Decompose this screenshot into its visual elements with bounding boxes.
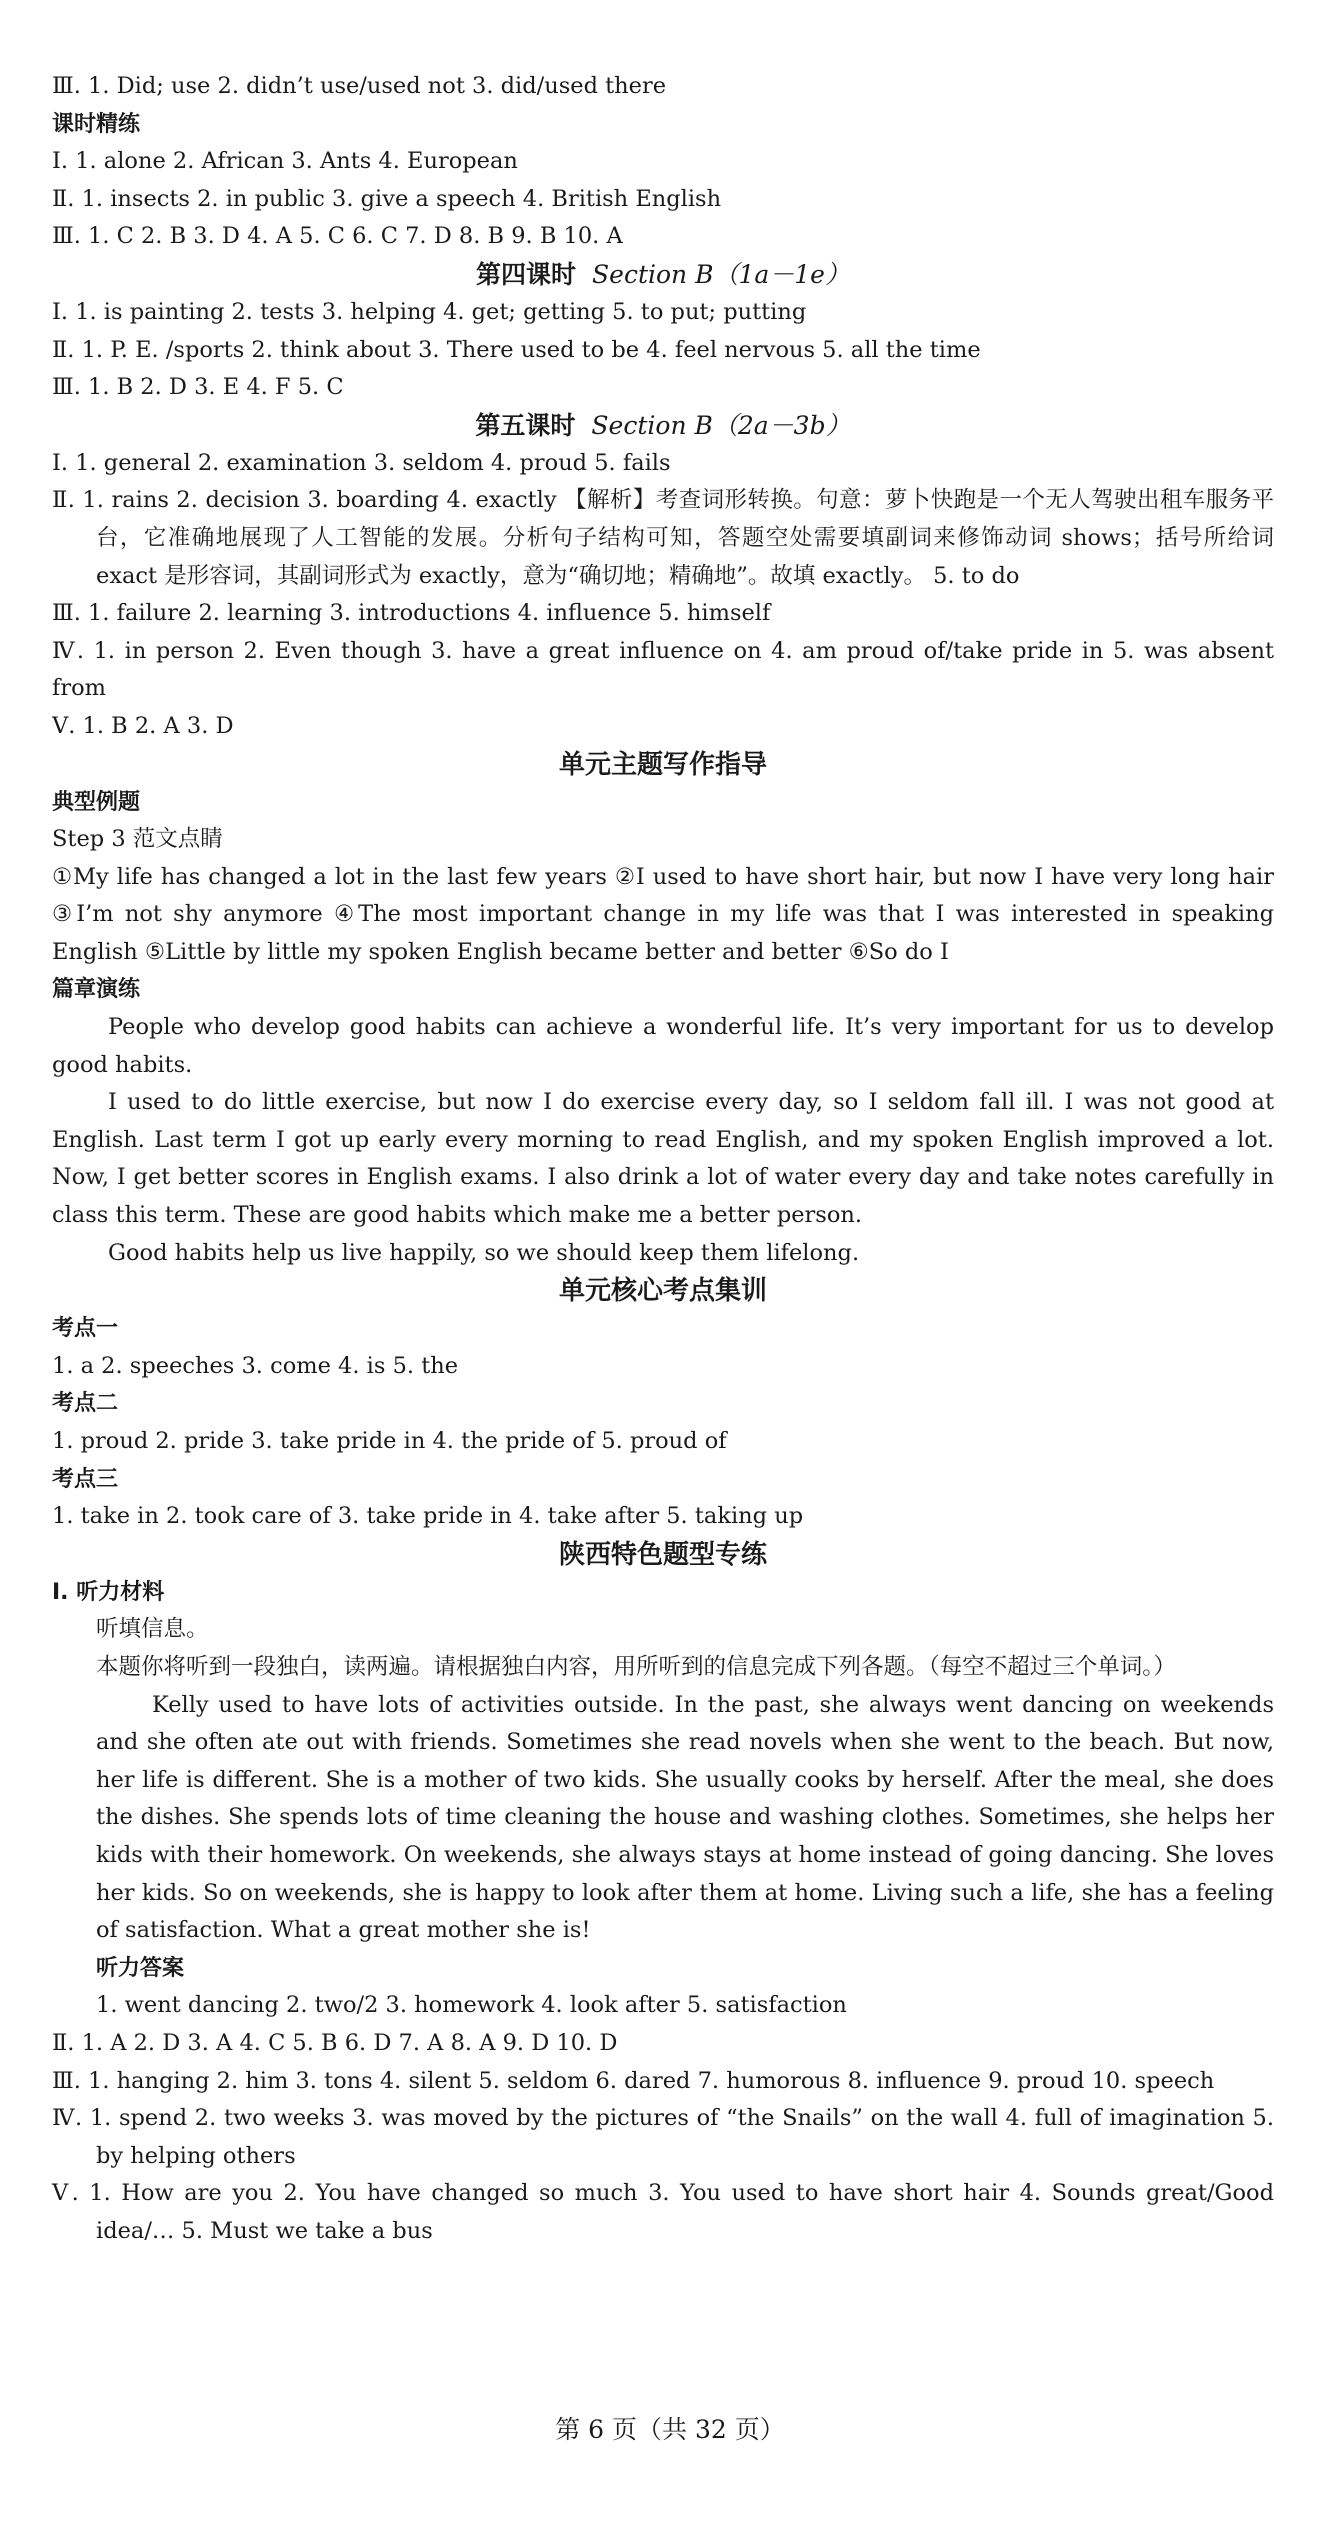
step-label: Step 3 范文点睛 bbox=[52, 826, 223, 853]
answer-line: Ⅰ. 1. is painting 2. tests 3. helping 4. get; getting 5. to put; putting bbox=[52, 298, 807, 325]
core-points-heading: 单元核心考点集训 bbox=[558, 1276, 767, 1307]
lesson-4-cn: 第四课时 bbox=[476, 259, 577, 289]
listening-instructions: 本题你将听到一段独白，读两遍。请根据独白内容，用所听到的信息完成下列各题。（每空不超过三个单词。） bbox=[96, 1653, 1177, 1680]
answer-line: Ⅳ. 1. in person 2. Even though 3. have a great influence on 4. am proud of/take pride in 5. was absent from bbox=[52, 637, 1274, 702]
answer-page bbox=[52, 68, 1274, 2250]
lesson-4-heading bbox=[52, 256, 1274, 294]
essay-paragraph: Good habits help us live happily, so we should keep them lifelong. bbox=[108, 1239, 860, 1266]
section-label-dianxing: 典型例题 bbox=[52, 789, 141, 815]
answer-line: Ⅴ. 1. B 2. A 3. D bbox=[52, 712, 234, 739]
listening-material-label: Ⅰ. 听力材料 bbox=[52, 1579, 165, 1605]
answer-line: 1. take in 2. took care of 3. take pride in 4. take after 5. taking up bbox=[52, 1503, 804, 1530]
answer-line: Ⅰ. 1. general 2. examination 3. seldom 4. proud 5. fails bbox=[52, 449, 671, 476]
answer-line: Ⅲ. 1. Did; use 2. didn’t use/used not 3. did/used there bbox=[52, 73, 667, 99]
listening-answer-label: 听力答案 bbox=[96, 1955, 185, 1981]
answer-line-with-analysis: Ⅱ. 1. rains 2. decision 3. boarding 4. exactly 【解析】考查词形转换。句意：萝卜快跑是一个无人驾驶出租车服务平台，它准确地展现了人工智能的发展。分析句子结构可知，答题空处需要填副词来修饰动词 shows；括号所给词 exact 是形容词，其副词形式为 exactly，意为“确切地；精确地”。故填 exactly。 5. to do bbox=[52, 487, 1274, 589]
answer-line: Ⅳ. 1. spend 2. two weeks 3. was moved by the pictures of “the Snails” on the wall 4. full of imagination 5. by helping others bbox=[52, 2105, 1274, 2169]
answer-line: Ⅲ. 1. hanging 2. him 3. tons 4. silent 5. seldom 6. dared 7. humorous 8. influence 9. proud 10. speech bbox=[52, 2067, 1215, 2094]
answer-line: 1. went dancing 2. two/2 3. homework 4. look after 5. satisfaction bbox=[96, 1992, 847, 2019]
answer-line: 1. proud 2. pride 3. take pride in 4. the pride of 5. proud of bbox=[52, 1428, 727, 1454]
essay-paragraph: People who develop good habits can achieve a wonderful life. It’s very important for us to develop good habits. bbox=[52, 1014, 1274, 1078]
answer-line: Ⅲ. 1. C 2. B 3. D 4. A 5. C 6. C 7. D 8. B 9. B 10. A bbox=[52, 223, 623, 250]
answer-line: Ⅰ. 1. alone 2. African 3. Ants 4. European bbox=[52, 148, 518, 175]
lesson-5-heading bbox=[52, 407, 1274, 445]
kaodian-2-label: 考点二 bbox=[52, 1391, 119, 1417]
model-sentences: ①My life has changed a lot in the last few years ②I used to have short hair, but now I have very long hair ③I’m not shy anymore ④The most important change in my life was that I was interested in speaking English ⑤Little by little my spoken English became better and better ⑥So do I bbox=[52, 863, 1274, 965]
lesson-5-en: Section B（2a－3b） bbox=[591, 410, 851, 440]
page-footer: 第 6 页（共 32 页） bbox=[555, 2415, 785, 2444]
section-label-pianzhang: 篇章演练 bbox=[52, 977, 141, 1003]
writing-guide-heading: 单元主题写作指导 bbox=[558, 749, 767, 780]
answer-line: Ⅱ. 1. insects 2. in public 3. give a speech 4. British English bbox=[52, 185, 722, 212]
listening-passage: Kelly used to have lots of activities outside. In the past, she always went dancing on weekends and she often ate out with friends. Sometimes she read novels when she went to the beach. But now, her life is different. She is a mother of two kids. She usually cooks by herself. After the meal, she does the dishes. She spends lots of time cleaning the house and washing clothes. Sometimes, she helps her kids with their homework. On weekends, she always stays at home instead of going dancing. She loves her kids. So on weekends, she is happy to look after them at home. Living such a life, she has a feeling of satisfaction. What a great mother she is! bbox=[96, 1691, 1274, 1944]
answer-line: Ⅴ. 1. How are you 2. You have changed so much 3. You used to have short hair 4. Sounds great/Good idea/… 5. Must we take a bus bbox=[52, 2180, 1274, 2244]
lesson-5-cn: 第五课时 bbox=[475, 410, 576, 440]
answer-line: Ⅱ. 1. P. E. /sports 2. think about 3. There used to be 4. feel nervous 5. all the time bbox=[52, 336, 981, 363]
lesson-4-en: Section B（1a－1e） bbox=[592, 259, 850, 289]
answer-line: 1. a 2. speeches 3. come 4. is 5. the bbox=[52, 1352, 459, 1379]
listening-subtitle: 听填信息。 bbox=[96, 1616, 209, 1643]
answer-line: Ⅱ. 1. A 2. D 3. A 4. C 5. B 6. D 7. A 8. A 9. D 10. D bbox=[52, 2029, 618, 2056]
section-label-keshi: 课时精练 bbox=[52, 111, 141, 137]
shaanxi-heading: 陕西特色题型专练 bbox=[558, 1539, 767, 1570]
answer-line: Ⅲ. 1. failure 2. learning 3. introductions 4. influence 5. himself bbox=[52, 600, 771, 627]
kaodian-1-label: 考点一 bbox=[52, 1316, 119, 1342]
answer-line: Ⅲ. 1. B 2. D 3. E 4. F 5. C bbox=[52, 374, 344, 401]
essay-paragraph: I used to do little exercise, but now I do exercise every day, so I seldom fall ill. I was not good at English. Last term I got up early every morning to read English, and my spoken English improved a lot. Now, I get better scores in English exams. I also drink a lot of water every day and take notes carefully in class this term. These are good habits which make me a better person. bbox=[52, 1089, 1274, 1229]
kaodian-3-label: 考点三 bbox=[52, 1466, 119, 1492]
